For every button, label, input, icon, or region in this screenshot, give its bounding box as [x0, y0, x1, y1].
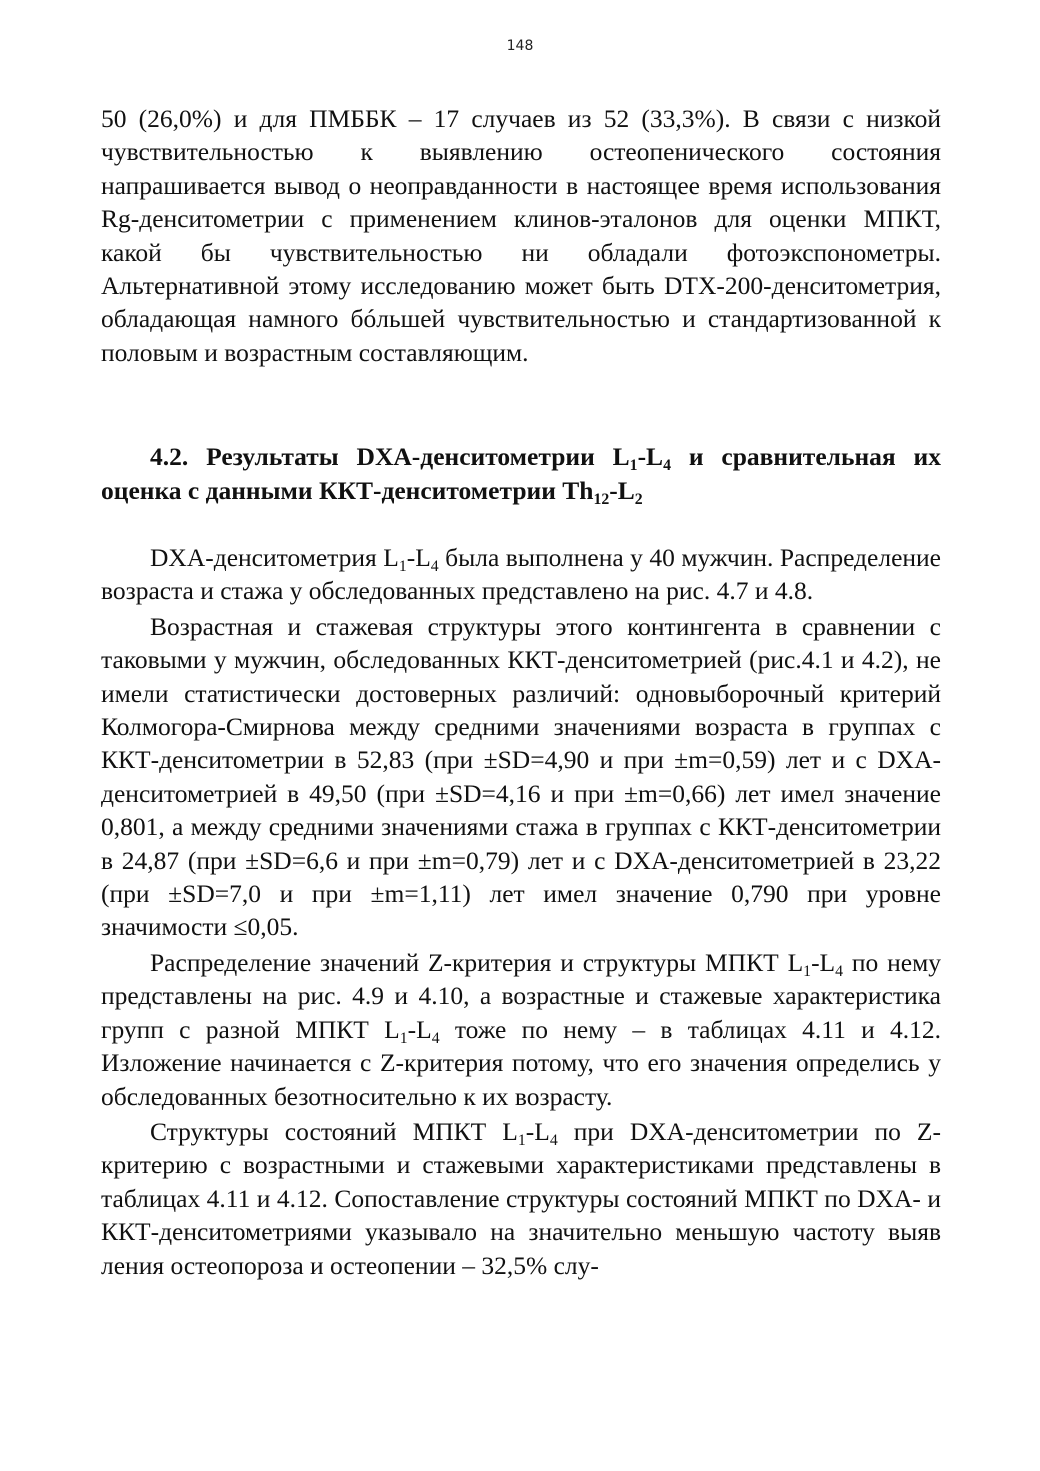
section-body — [101, 541, 941, 1282]
text-run: была выполнена у 40 мужчин. Распределение возраста и стажа у обследованных представлено на рис. 4.7 и 4.8. — [101, 543, 941, 606]
subscript: 4 — [431, 1029, 440, 1047]
subscript: 4 — [835, 962, 844, 980]
heading-part: -L — [609, 476, 635, 505]
paragraph-z-criterion — [101, 946, 941, 1113]
heading-subscript: 1 — [629, 457, 638, 475]
text-run: Структуры состояний МПКТ L — [150, 1116, 518, 1146]
heading-part: 4.2. Результаты DXA-денситометрии L — [150, 442, 630, 471]
paragraph-age-structure: Возрастная и стажевая структуры этого контингента в сравнении с таковыми у мужчин, обследованных ККТ-денситометрией (рис.4.1 и 4.2), не имели статистически достоверных различий: одновыборочный критерий Колмогора-Смирнова между средними значениями возраста в группах с ККТ-денситометрии в 52,83 (при ±SD=4,90 и при ±m=0,59) лет и с DXA-денситометрией в 49,50 (при ±SD=4,16 и при ±m=0,66) лет имел значение 0,801, а между средними значениями стажа в группах с ККТ-денситометрии в 24,87 (при ±SD=6,6 и при ±m=0,79) лет и с DXA-денситометрией в 23,22 (при ±SD=7,0 и при ±m=1,11) лет имел значение 0,790 при уровне значимости ≤0,05. — [101, 611, 941, 942]
text-run: -L — [407, 1014, 432, 1044]
text-run: по нему представлены на рис. 4.9 и 4.10, а возрастные и стажевые характеристика групп с разной МПКТ L — [101, 947, 942, 1044]
text-run: -L — [406, 543, 431, 572]
subscript: 1 — [517, 1131, 526, 1149]
heading-subscript: 12 — [593, 491, 610, 509]
text-run: при DXA-денситометрии по Z-критерию с возрастными и стажевыми характеристиками представлены в таблицах 4.11 и 4.12. Сопоставление структуры состояний МПКТ по DXA- и ККТ-денситометриями указывало на значительно меньшую частоту выяв ления остеопороза и остеопении – 32,5% слу- — [101, 1116, 941, 1280]
section-heading-text — [101, 440, 941, 508]
heading-part: -L — [637, 442, 664, 471]
text-run: -L — [811, 947, 836, 977]
text-run: Распределение значений Z-критерия и структуры МПКТ L — [150, 947, 804, 977]
heading-subscript: 2 — [634, 491, 643, 509]
text-run: DXA-денситометрия L — [150, 543, 399, 572]
subscript: 1 — [398, 558, 407, 576]
text-run: тоже по нему – в таблицах 4.11 и 4.12. Изложение начинается с Z-критерия потому, что его значения определись у обследованных безотносительно к их возрасту. — [101, 1014, 941, 1111]
intro-paragraph-block — [101, 102, 941, 369]
intro-paragraph: 50 (26,0%) и для ПМББК – 17 случаев из 52 (33,3%). В связи с низкой чувствительностью к выявлению остеопенического состояния напрашивается вывод о неоправданности в настоящее время использования Rg-денситометрии с применением клинов-эталонов для оценки МПКТ, какой бы чувствительностью ни обладали фотоэкспонометры. Альтернативной этому исследованию может быть DTX-200-денситометрия, обладающая намного бóльшей чувствительностью и стандартизованной к половым и возрастным составляющим. — [101, 104, 941, 367]
paragraph-bmd-structure — [101, 1115, 941, 1282]
subscript: 1 — [399, 1029, 408, 1047]
subscript: 4 — [549, 1131, 558, 1149]
paragraph-dxa-sample — [101, 541, 941, 608]
subscript: 4 — [430, 558, 439, 576]
text-run: -L — [525, 1116, 550, 1146]
subscript: 1 — [803, 962, 812, 980]
heading-part: и сравнительная их оценка с данными ККТ-денситометрии Th — [101, 442, 941, 505]
page-number: 148 — [506, 38, 534, 54]
section-heading — [101, 440, 941, 508]
heading-subscript: 4 — [663, 457, 671, 475]
